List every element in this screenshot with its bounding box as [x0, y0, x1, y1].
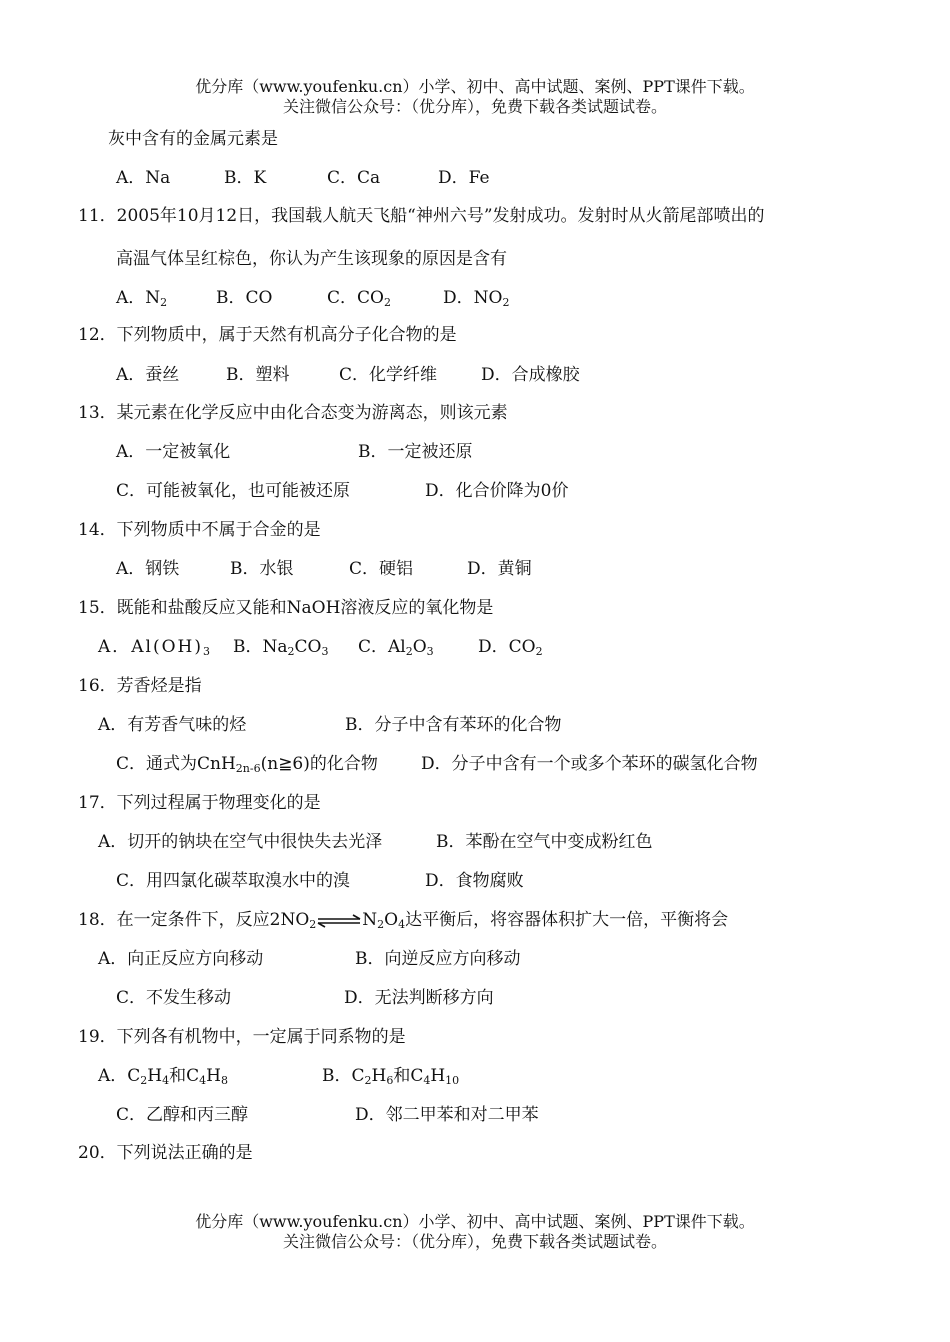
- q18-option-c: C．不发生移动: [116, 988, 232, 1008]
- q18-option-d: D．无法判断移方向: [344, 988, 494, 1008]
- q14-option-a: A．钢铁: [116, 559, 180, 579]
- q19-option-b: B．$C_2H_6$和$C_4H_{10}$: [322, 1066, 460, 1087]
- q15-stem: 15．既能和盐酸反应又能和NaOH溶液反应的氧化物是: [78, 598, 494, 618]
- q11-option-c: C．$CO_2$: [327, 288, 391, 309]
- q10-option-b: B．K: [224, 168, 267, 188]
- q20-stem: 20．下列说法正确的是: [78, 1143, 253, 1163]
- q12-stem: 12．下列物质中，属于天然有机高分子化合物的是: [78, 325, 457, 345]
- q13-option-b: B．一定被还原: [358, 442, 473, 462]
- equilibrium-arrow-icon: [316, 914, 362, 928]
- page-footer-line1: 优分库（www.youfenku.cn）小学、初中、高中试题、案例、PPT课件下载。: [195, 1212, 755, 1231]
- q17-option-b: B．苯酚在空气中变成粉红色: [436, 832, 653, 852]
- q14-option-b: B．水银: [230, 559, 294, 579]
- q15-option-c: C．$Al_2O_3$: [358, 637, 434, 658]
- q16-option-c: C．通式为CnH$_{2n-6}$(n≧6)的化合物: [116, 754, 378, 775]
- q13-option-d: D．化合价降为0价: [425, 481, 569, 501]
- q10-option-c: C．Ca: [327, 168, 381, 188]
- q18-option-b: B．向逆反应方向移动: [355, 949, 521, 969]
- q16-stem: 16．芳香烃是指: [78, 676, 202, 696]
- q11-option-a: A．$N_2$: [116, 288, 168, 309]
- q18-option-a: A．向正反应方向移动: [98, 949, 264, 969]
- q13-option-c: C．可能被氧化，也可能被还原: [116, 481, 351, 501]
- q12-option-b: B．塑料: [226, 365, 290, 385]
- q10-option-a: A．Na: [116, 168, 171, 188]
- page-footer-line2: 关注微信公众号：（优分库），免费下载各类试题试卷。: [282, 1232, 667, 1251]
- q18-stem: 18．在一定条件下，反应$2NO_2$ $N_2O_4$达平衡后，将容器体积扩大一倍，平衡将会: [78, 910, 729, 931]
- q17-stem: 17．下列过程属于物理变化的是: [78, 793, 321, 813]
- q19-option-a: A．$C_2H_4$和$C_4H_8$: [98, 1066, 228, 1087]
- q13-stem: 13．某元素在化学反应中由化合态变为游离态，则该元素: [78, 403, 508, 423]
- q15-option-a: A．$Al(OH)_3$: [98, 637, 211, 658]
- q14-option-d: D．黄铜: [467, 559, 532, 579]
- q17-option-a: A．切开的钠块在空气中很快失去光泽: [98, 832, 383, 852]
- q17-option-c: C．用四氯化碳萃取溴水中的溴: [116, 871, 351, 891]
- q15-option-d: D．$CO_2$: [478, 637, 543, 658]
- q11-option-d: D．$NO_2$: [443, 288, 510, 309]
- q13-option-a: A．一定被氧化: [116, 442, 231, 462]
- q16-option-d: D．分子中含有一个或多个苯环的碳氢化合物: [421, 754, 758, 774]
- q17-option-d: D．食物腐败: [425, 871, 524, 891]
- q10-stem-continuation: 灰中含有的金属元素是: [108, 129, 278, 149]
- q12-option-a: A．蚕丝: [116, 365, 180, 385]
- q10-option-d: D．Fe: [438, 168, 490, 188]
- q11-stem: 11．2005年10月12日，我国载人航天飞船“神州六号”发射成功。发射时从火箭尾部喷出的: [78, 206, 765, 226]
- q14-option-c: C．硬铝: [349, 559, 414, 579]
- q19-option-c: C．乙醇和丙三醇: [116, 1105, 249, 1125]
- q12-option-d: D．合成橡胶: [481, 365, 580, 385]
- q11-option-b: B．CO: [216, 288, 273, 308]
- q16-option-a: A．有芳香气味的烃: [98, 715, 247, 735]
- q11-stem-continuation: 高温气体呈红棕色，你认为产生该现象的原因是含有: [116, 249, 507, 269]
- q19-stem: 19．下列各有机物中，一定属于同系物的是: [78, 1027, 406, 1047]
- page-header-line1: 优分库（www.youfenku.cn）小学、初中、高中试题、案例、PPT课件下载。: [195, 77, 755, 96]
- q15-option-b: B．$Na_2CO_3$: [233, 637, 329, 658]
- q16-option-b: B．分子中含有苯环的化合物: [345, 715, 562, 735]
- q14-stem: 14．下列物质中不属于合金的是: [78, 520, 321, 540]
- q19-option-d: D．邻二甲苯和对二甲苯: [355, 1105, 539, 1125]
- q12-option-c: C．化学纤维: [339, 365, 438, 385]
- page-header-line2: 关注微信公众号：（优分库），免费下载各类试题试卷。: [282, 97, 667, 116]
